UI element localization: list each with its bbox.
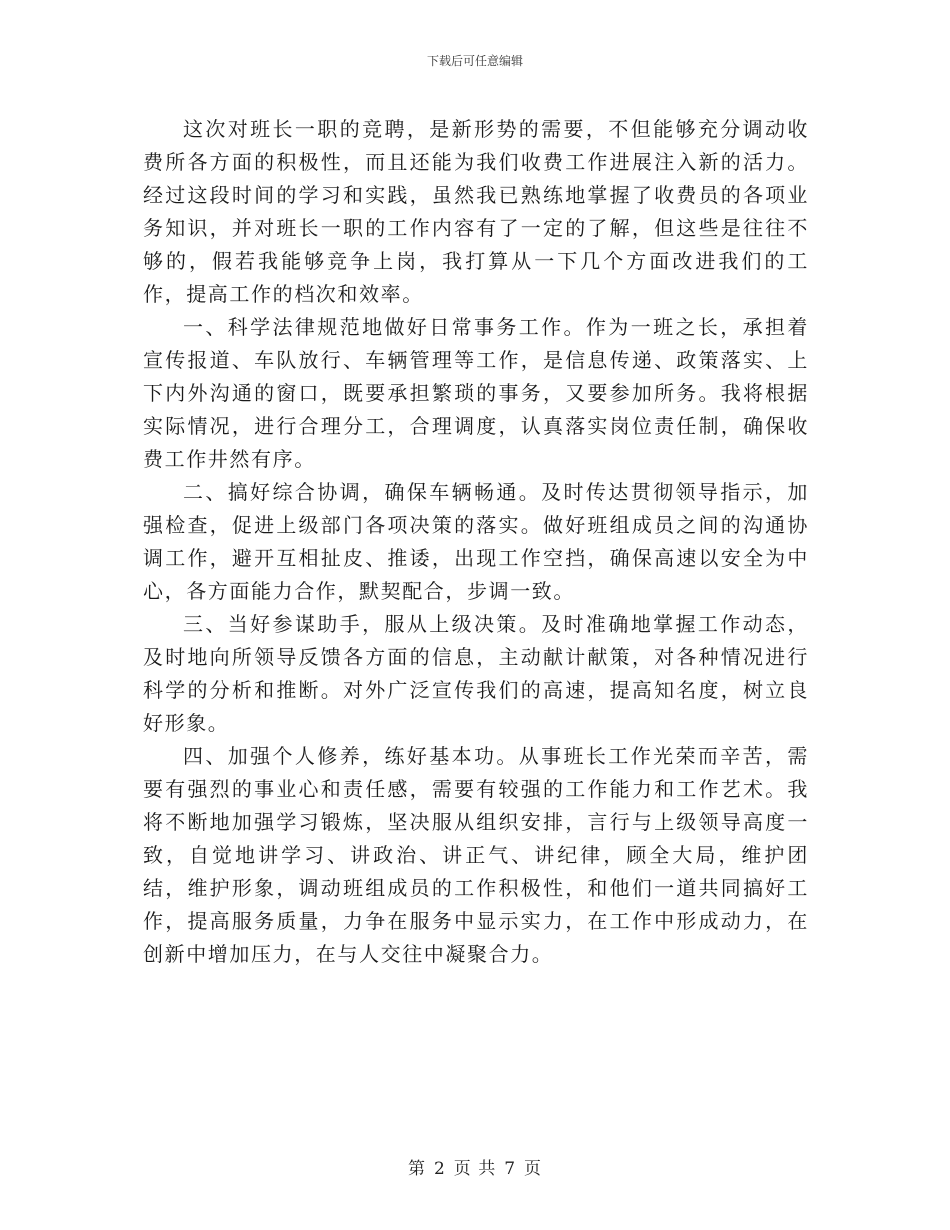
page-footer — [0, 1154, 950, 1179]
page-header: 下载后可任意编辑 — [426, 54, 523, 68]
footer-middle: 页 共 — [453, 1159, 497, 1179]
current-page-number: 2 — [433, 1159, 446, 1179]
footer-suffix: 页 — [524, 1159, 543, 1179]
total-page-count: 7 — [504, 1159, 517, 1179]
paragraph-point-4: 四、加强个人修养，练好基本功。从事班长工作光荣而辛苦，需要有强烈的事业心和责任感，需要有较强的工作能力和工作艺术。我将不断地加强学习锻炼，坚决服从组织安排，言行与上级领导高度一致，自觉地讲学习、讲政治、讲正气、讲纪律，顾全大局，维护团结，维护形象，调动班组成员的工作积极性，和他们一道共同搞好工作，提高服务质量，力争在服务中显示实力，在工作中形成动力，在创新中增加压力，在与人交往中凝聚合力。 — [143, 744, 809, 966]
footer-prefix: 第 — [407, 1159, 426, 1179]
paragraph-intro: 这次对班长一职的竞聘，是新形势的需要，不但能够充分调动收费所各方面的积极性，而且还能为我们收费工作进展注入新的活力。经过这段时间的学习和实践，虽然我已熟练地掌握了收费员的各项业务知识，并对班长一职的工作内容有了一定的了解，但这些是往往不够的，假若我能够竞争上岗，我打算从一下几个方面改进我们的工作，提高工作的档次和效率。 — [143, 117, 809, 306]
document-body — [143, 113, 809, 971]
paragraph-point-3: 三、当好参谋助手，服从上级决策。及时准确地掌握工作动态，及时地向所领导反馈各方面的信息，主动献计献策，对各种情况进行科学的分析和推断。对外广泛宣传我们的高速，提高知名度，树立良好形象。 — [143, 612, 809, 735]
paragraph-point-1: 一、科学法律规范地做好日常事务工作。作为一班之长，承担着宣传报道、车队放行、车辆管理等工作，是信息传递、政策落实、上下内外沟通的窗口，既要承担繁琐的事务，又要参加所务。我将根据实际情况，进行合理分工，合理调度，认真落实岗位责任制，确保收费工作井然有序。 — [143, 315, 809, 471]
paragraph-point-2: 二、搞好综合协调，确保车辆畅通。及时传达贯彻领导指示，加强检查，促进上级部门各项决策的落实。做好班组成员之间的沟通协调工作，避开互相扯皮、推诿，出现工作空挡，确保高速以安全为中心，各方面能力合作，默契配合，步调一致。 — [143, 480, 809, 603]
